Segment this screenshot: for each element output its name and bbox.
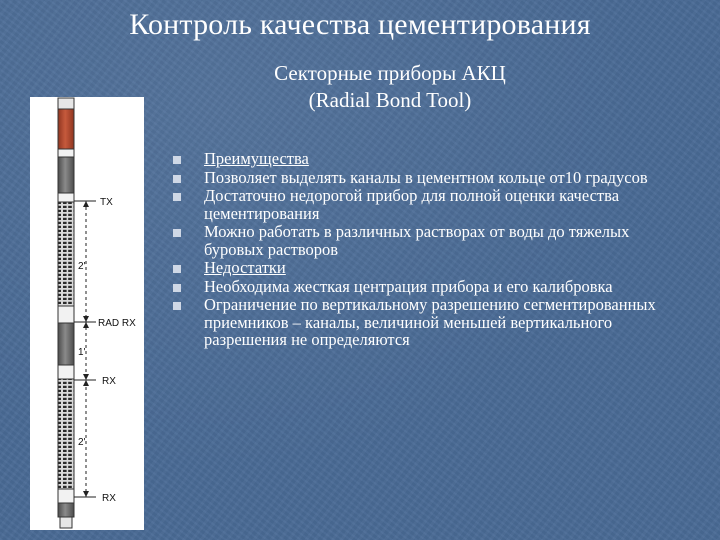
rx-upper-arrow-down-icon (83, 380, 89, 386)
square-bullet-icon (173, 193, 181, 201)
tool-slotted-section-upper (58, 202, 74, 306)
bullet-text: Недостатки (204, 258, 286, 277)
tool-bottom-cap (60, 517, 72, 528)
rad-rx-arrow-up-icon (83, 322, 89, 328)
rx-lower-arrow-icon (83, 491, 89, 497)
bullet-text: Преимущества (204, 149, 309, 168)
rad-rx-arrow-down-icon (83, 316, 89, 322)
tool-transmitter (58, 193, 74, 202)
bullet-item (172, 296, 692, 349)
bullet-text: Позволяет выделять каналы в цементном кольце от10 градусов (204, 167, 648, 187)
slide-title: Контроль качества цементирования (129, 8, 591, 41)
bullet-text: Ограничение по вертикальному разрешению сегментированных приемников – каналы, величиной меньшей вертикального разрешения не определяются (204, 295, 656, 349)
bullet-item (172, 169, 692, 187)
bullet-item (172, 150, 692, 168)
bullet-item (172, 259, 692, 277)
bullet-item (172, 278, 692, 296)
tool-joint (58, 149, 74, 157)
tx-arrow-icon (83, 201, 89, 207)
tool-receiver-upper (58, 365, 74, 379)
subtitle-line-2: (Radial Bond Tool) (308, 88, 472, 112)
square-bullet-icon (173, 265, 181, 273)
square-bullet-icon (173, 175, 181, 183)
label-spacing-lower: 2' (78, 437, 86, 448)
bullet-item (172, 187, 692, 222)
label-tx: TX (100, 197, 113, 208)
bullet-text: Необходима жесткая центрация прибора и его калибровка (204, 276, 613, 296)
tool-slotted-section-lower (58, 379, 74, 489)
label-rx-upper: RX (102, 376, 116, 387)
slide-subtitle (210, 60, 570, 114)
tool-red-section (58, 109, 74, 149)
bullet-list (172, 150, 692, 350)
rx-upper-arrow-icon (83, 374, 89, 380)
bullet-text: Достаточно недорогой прибор для полной оценки качества цементирования (204, 186, 620, 223)
tool-diagram-svg (30, 97, 144, 530)
tool-gray-section (58, 157, 74, 193)
tool-gray-section-middle (58, 323, 74, 365)
square-bullet-icon (173, 156, 181, 164)
tool-receiver-lower (58, 489, 74, 503)
label-spacing-middle: 1' (78, 347, 86, 358)
label-spacing-upper: 2' (78, 261, 86, 272)
subtitle-line-1: Секторные приборы АКЦ (274, 61, 506, 85)
label-rx-lower: RX (102, 493, 116, 504)
tool-top-cap (58, 98, 74, 109)
square-bullet-icon (173, 229, 181, 237)
square-bullet-icon (173, 284, 181, 292)
tool-diagram (30, 97, 144, 530)
square-bullet-icon (173, 302, 181, 310)
bullet-text: Можно работать в различных растворах от воды до тяжелых буровых растворов (204, 222, 630, 259)
bullet-item (172, 223, 692, 258)
label-rad-rx: RAD RX (98, 318, 136, 329)
tool-rad-receiver (58, 306, 74, 323)
tool-bottom-section (58, 503, 74, 517)
